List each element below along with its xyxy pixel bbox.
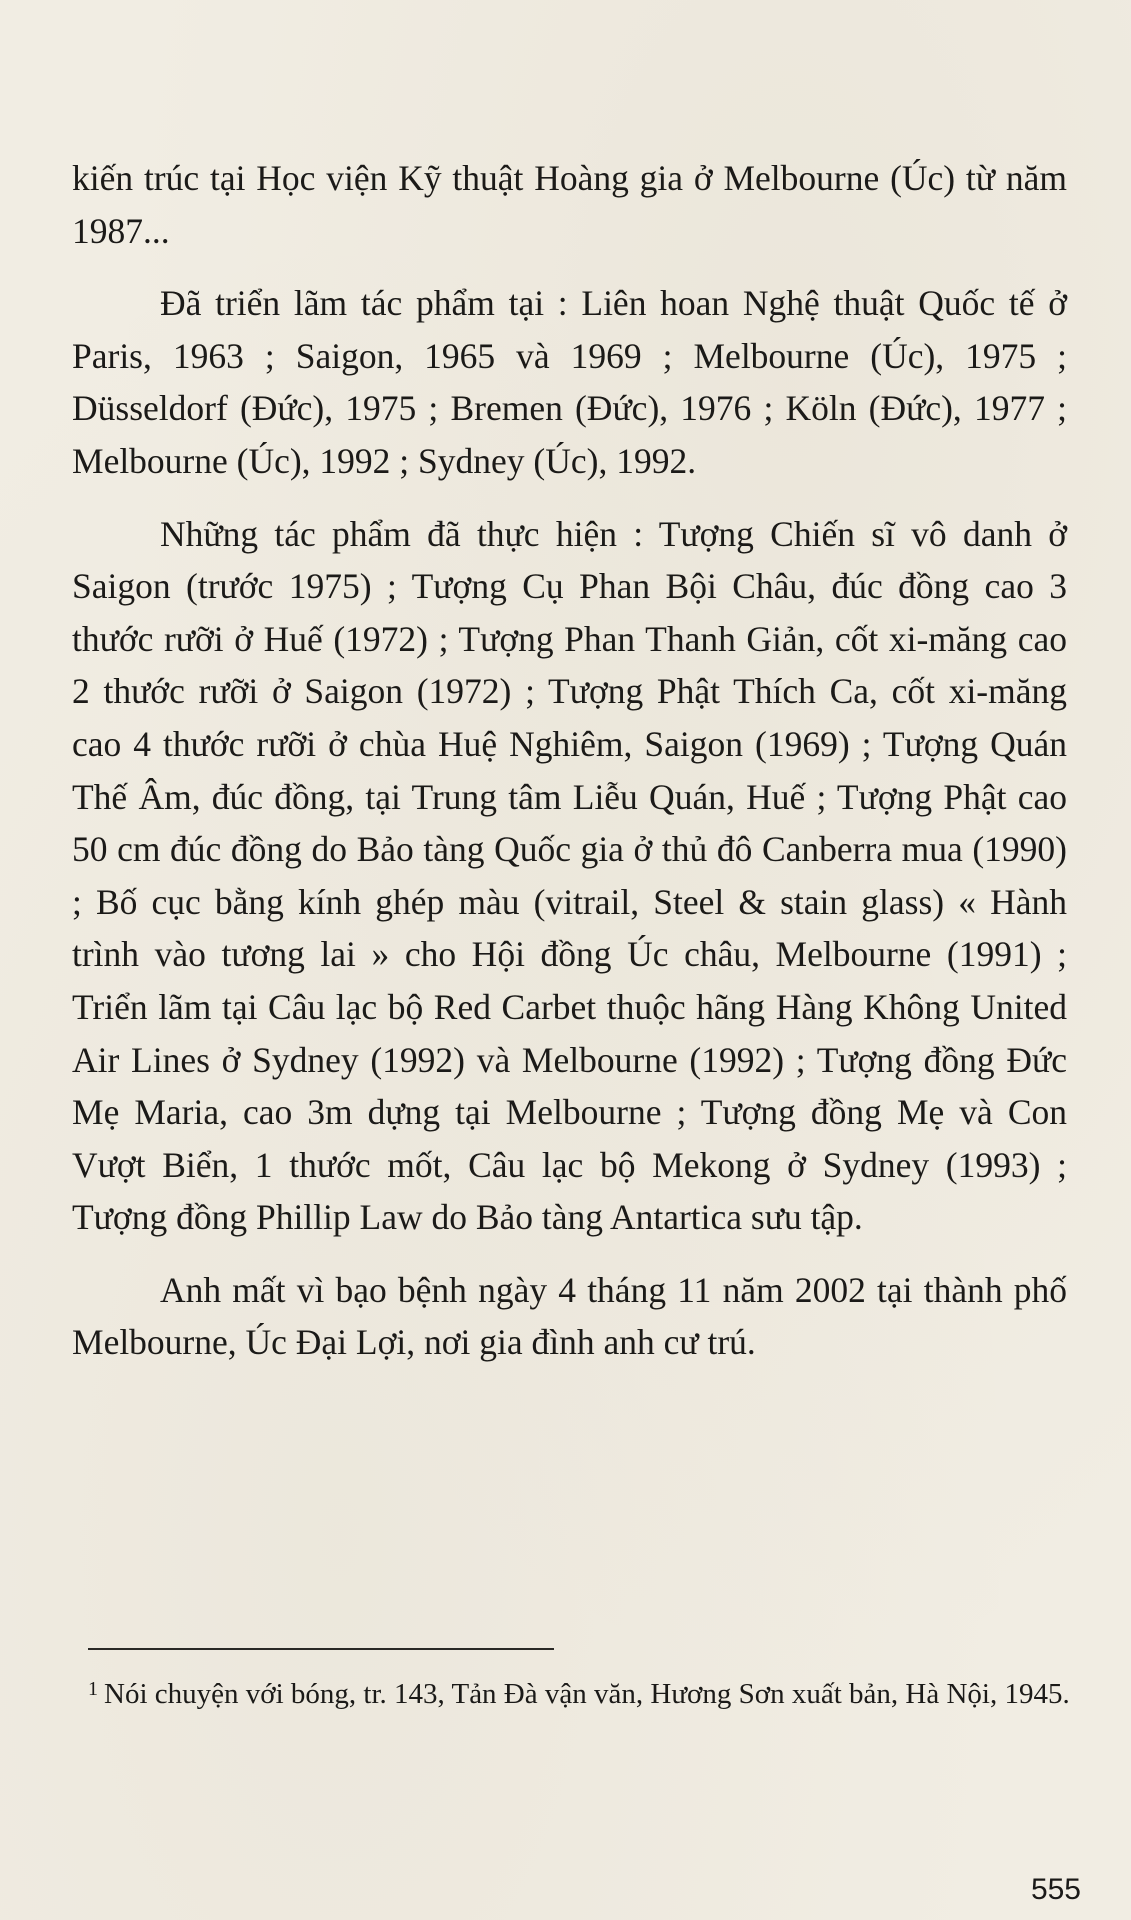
footnote-divider [88,1648,554,1650]
footnote-marker: 1 [88,1678,98,1700]
body-text [72,152,1067,1389]
paragraph-death: Anh mất vì bạo bệnh ngày 4 tháng 11 năm 2002 tại thành phố Melbourne, Úc Đại Lợi, nơi gia đình anh cư trú. [72,1269,1067,1363]
footnote-text: Nói chuyện với bóng, tr. 143, Tản Đà vận văn, Hương Sơn xuất bản, Hà Nội, 1945. [104,1678,1070,1710]
paragraph-works: Những tác phẩm đã thực hiện : Tượng Chiến sĩ vô danh ở Saigon (trước 1975) ; Tượng Cụ Phan Bội Châu, đúc đồng cao 3 thước rưỡi ở Huế (1972) ; Tượng Phan Thanh Giản, cốt xi-măng cao 2 thước rưỡi ở Saigon (1972) ; Tượng Phật Thích Ca, cốt xi-măng cao 4 thước rưỡi ở chùa Huệ Nghiêm, Saigon (1969) ; Tượng Quán Thế Âm, đúc đồng, tại Trung tâm Liễu Quán, Huế ; Tượng Phật cao 50 cm đúc đồng do Bảo tàng Quốc gia ở thủ đô Canberra mua (1990) ; Bố cục bằng kính ghép màu (vitrail, Steel & stain glass) « Hành trình vào tương lai » cho Hội đồng Úc châu, Melbourne (1991) ; Triển lãm tại Câu lạc bộ Red Carbet thuộc hãng Hàng Không United Air Lines ở Sydney (1992) và Melbourne (1992) ; Tượng đồng Đức Mẹ Maria, cao 3m dựng tại Melbourne ; Tượng đồng Mẹ và Con Vượt Biển, 1 thước mốt, Câu lạc bộ Mekong ở Sydney (1993) ; Tượng đồng Phillip Law do Bảo tàng Antartica sưu tập. [72,513,1067,1238]
footnote [88,1666,1078,1718]
paragraph-continuation: kiến trúc tại Học viện Kỹ thuật Hoàng gia ở Melbourne (Úc) từ năm 1987... [72,158,1067,251]
paragraph-exhibitions: Đã triển lãm tác phẩm tại : Liên hoan Nghệ thuật Quốc tế ở Paris, 1963 ; Saigon, 1965 và 1969 ; Melbourne (Úc), 1975 ; Düsseldorf (Đức), 1975 ; Bremen (Đức), 1976 ; Köln (Đức), 1977 ; Melbourne (Úc), 1992 ; Sydney (Úc), 1992. [72,283,1067,481]
page-number: 555 [1030,1873,1081,1906]
